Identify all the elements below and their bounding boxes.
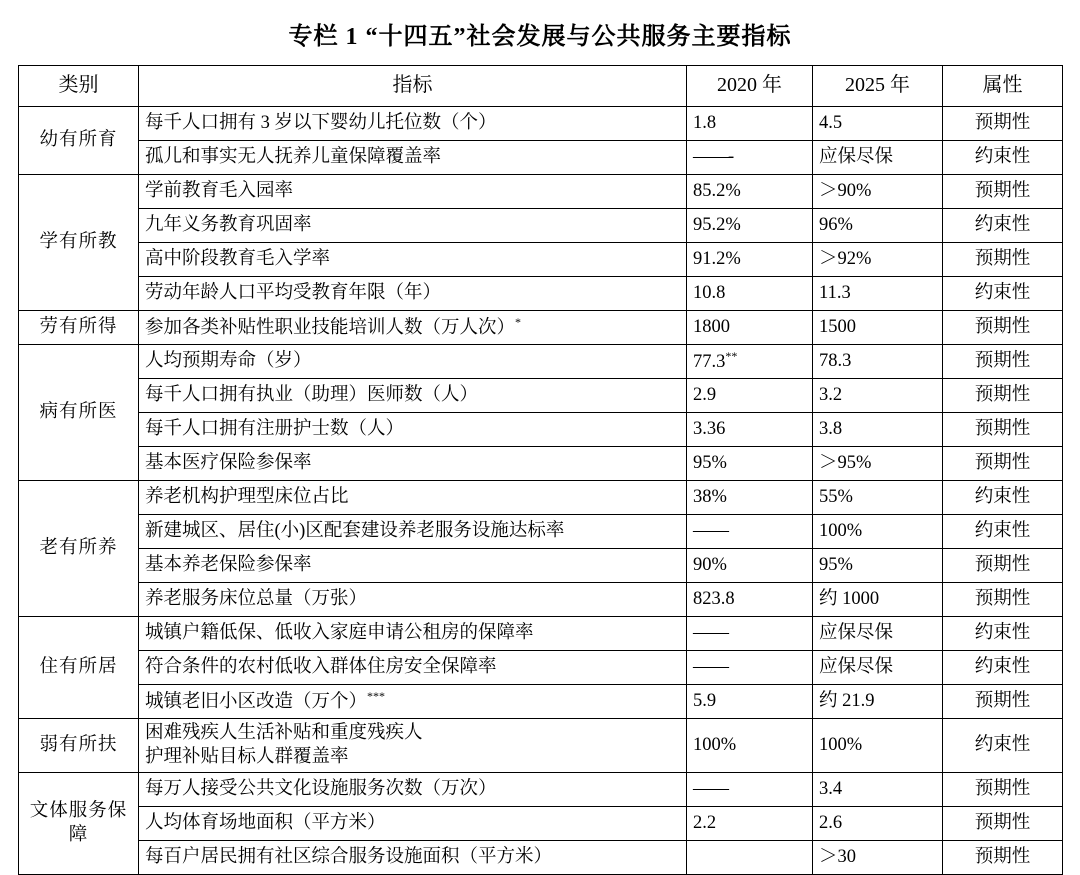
indicator-cell: 高中阶段教育毛入学率 <box>139 243 687 277</box>
indicator-cell: 养老机构护理型床位占比 <box>139 481 687 515</box>
indicator-footnote-marker: *** <box>367 688 386 703</box>
indicators-table <box>18 65 1063 875</box>
value-2020-cell: 3.36 <box>687 413 813 447</box>
indicator-cell: 符合条件的农村低收入群体住房安全保障率 <box>139 651 687 685</box>
table-row <box>19 277 1063 311</box>
value-2025-cell: 3.2 <box>813 379 943 413</box>
table-row <box>19 549 1063 583</box>
table-row <box>19 175 1063 209</box>
table-row <box>19 345 1063 379</box>
table-row <box>19 311 1063 345</box>
attribute-cell: 约束性 <box>943 209 1063 243</box>
value-2020-cell <box>687 841 813 875</box>
column-header-attribute: 属性 <box>943 66 1063 107</box>
indicator-cell: 每千人口拥有 3 岁以下婴幼儿托位数（个） <box>139 107 687 141</box>
value-2025-cell: 约 21.9 <box>813 685 943 719</box>
indicator-cell: 新建城区、居住(小)区配套建设养老服务设施达标率 <box>139 515 687 549</box>
indicator-cell: 人均体育场地面积（平方米） <box>139 807 687 841</box>
value-2025-cell: ＞95% <box>813 447 943 481</box>
value-2025-cell: 4.5 <box>813 107 943 141</box>
indicator-cell: 城镇老旧小区改造（万个）*** <box>139 685 687 719</box>
table-row <box>19 243 1063 277</box>
indicator-cell <box>139 719 687 773</box>
value-2025-cell: ＞90% <box>813 175 943 209</box>
attribute-cell: 约束性 <box>943 651 1063 685</box>
column-header-category: 类别 <box>19 66 139 107</box>
value-2025-cell: 2.6 <box>813 807 943 841</box>
value-2020-cell: —— <box>687 651 813 685</box>
indicator-line-1: 困难残疾人生活补贴和重度残疾人 <box>145 723 423 743</box>
attribute-cell: 预期性 <box>943 773 1063 807</box>
value-2025-cell: 应保尽保 <box>813 141 943 175</box>
category-cell: 住有所居 <box>19 617 139 719</box>
attribute-cell: 预期性 <box>943 413 1063 447</box>
value-2025-cell: 55% <box>813 481 943 515</box>
value-2020-cell: 95.2% <box>687 209 813 243</box>
value-2025-cell: 100% <box>813 719 943 773</box>
value-2020-cell: —— <box>687 617 813 651</box>
indicator-cell: 基本医疗保险参保率 <box>139 447 687 481</box>
table-row <box>19 685 1063 719</box>
indicator-cell: 每千人口拥有注册护士数（人） <box>139 413 687 447</box>
value-2020-cell: 38% <box>687 481 813 515</box>
value-2025-cell: 应保尽保 <box>813 651 943 685</box>
indicator-cell: 基本养老保险参保率 <box>139 549 687 583</box>
table-header <box>19 66 1063 107</box>
table-row <box>19 719 1063 773</box>
table-row <box>19 515 1063 549</box>
value-2020-cell: 1800 <box>687 311 813 345</box>
table-row <box>19 209 1063 243</box>
column-header-year-2020: 2020 年 <box>687 66 813 107</box>
table-header-row <box>19 66 1063 107</box>
value-2025-cell: ＞92% <box>813 243 943 277</box>
table-row <box>19 773 1063 807</box>
value-2020-cell: 85.2% <box>687 175 813 209</box>
table-row <box>19 841 1063 875</box>
attribute-cell: 预期性 <box>943 447 1063 481</box>
table-row <box>19 481 1063 515</box>
value-2020-cell: 1.8 <box>687 107 813 141</box>
value-2025-cell: 约 1000 <box>813 583 943 617</box>
indicator-cell: 每万人接受公共文化设施服务次数（万次） <box>139 773 687 807</box>
attribute-cell: 预期性 <box>943 243 1063 277</box>
value-2020-cell: 100% <box>687 719 813 773</box>
attribute-cell: 预期性 <box>943 549 1063 583</box>
category-cell: 学有所教 <box>19 175 139 311</box>
value-2020-cell: 91.2% <box>687 243 813 277</box>
value-2025-cell: 100% <box>813 515 943 549</box>
value-2025-cell: 95% <box>813 549 943 583</box>
category-cell: 弱有所扶 <box>19 719 139 773</box>
page-title: 专栏 1 “十四五”社会发展与公共服务主要指标 <box>288 24 792 50</box>
attribute-cell: 约束性 <box>943 719 1063 773</box>
indicator-cell: 养老服务床位总量（万张） <box>139 583 687 617</box>
attribute-cell: 约束性 <box>943 141 1063 175</box>
table-row <box>19 617 1063 651</box>
value-2020-cell: 90% <box>687 549 813 583</box>
value-2025-cell: 11.3 <box>813 277 943 311</box>
value-2020-cell: 2.2 <box>687 807 813 841</box>
value-2020-cell: 5.9 <box>687 685 813 719</box>
category-cell: 病有所医 <box>19 345 139 481</box>
indicator-cell: 每千人口拥有执业（助理）医师数（人） <box>139 379 687 413</box>
table-row <box>19 807 1063 841</box>
value-2025-cell: 应保尽保 <box>813 617 943 651</box>
indicator-line-2: 护理补贴目标人群覆盖率 <box>145 746 349 767</box>
category-cell: 老有所养 <box>19 481 139 617</box>
column-header-year-2025: 2025 年 <box>813 66 943 107</box>
attribute-cell: 预期性 <box>943 807 1063 841</box>
value-2020-cell: 10.8 <box>687 277 813 311</box>
value-2020-cell: 2.9 <box>687 379 813 413</box>
table-row <box>19 141 1063 175</box>
indicator-cell: 人均预期寿命（岁） <box>139 345 687 379</box>
attribute-cell: 预期性 <box>943 841 1063 875</box>
attribute-cell: 预期性 <box>943 379 1063 413</box>
attribute-cell: 预期性 <box>943 175 1063 209</box>
value-2020-cell: 77.3** <box>687 345 813 379</box>
attribute-cell: 约束性 <box>943 515 1063 549</box>
value-2020-cell: 95% <box>687 447 813 481</box>
indicator-cell: 参加各类补贴性职业技能培训人数（万人次）* <box>139 311 687 345</box>
table-row <box>19 447 1063 481</box>
indicator-cell: 城镇户籍低保、低收入家庭申请公租房的保障率 <box>139 617 687 651</box>
indicator-cell: 劳动年龄人口平均受教育年限（年） <box>139 277 687 311</box>
value-2025-cell: 78.3 <box>813 345 943 379</box>
table-row <box>19 651 1063 685</box>
attribute-cell: 预期性 <box>943 311 1063 345</box>
value-2020-cell: ——- <box>687 141 813 175</box>
category-cell: 劳有所得 <box>19 311 139 345</box>
indicator-footnote-marker: * <box>515 314 522 329</box>
attribute-cell: 约束性 <box>943 617 1063 651</box>
table-row <box>19 107 1063 141</box>
column-header-indicator: 指标 <box>139 66 687 107</box>
value-footnote-marker: ** <box>725 348 738 363</box>
attribute-cell: 约束性 <box>943 481 1063 515</box>
category-cell: 幼有所育 <box>19 107 139 175</box>
table-row <box>19 583 1063 617</box>
attribute-cell: 预期性 <box>943 107 1063 141</box>
value-2025-cell: ＞30 <box>813 841 943 875</box>
table-row <box>19 379 1063 413</box>
value-2020-cell: 823.8 <box>687 583 813 617</box>
attribute-cell: 预期性 <box>943 583 1063 617</box>
value-2020-cell: —— <box>687 773 813 807</box>
indicator-cell: 每百户居民拥有社区综合服务设施面积（平方米） <box>139 841 687 875</box>
value-2025-cell: 96% <box>813 209 943 243</box>
category-cell: 文体服务保障 <box>19 773 139 875</box>
attribute-cell: 预期性 <box>943 685 1063 719</box>
indicator-cell: 孤儿和事实无人抚养儿童保障覆盖率 <box>139 141 687 175</box>
table-row <box>19 413 1063 447</box>
attribute-cell: 预期性 <box>943 345 1063 379</box>
value-2025-cell: 3.4 <box>813 773 943 807</box>
attribute-cell: 约束性 <box>943 277 1063 311</box>
value-2020-cell: —— <box>687 515 813 549</box>
indicator-cell: 九年义务教育巩固率 <box>139 209 687 243</box>
value-2025-cell: 3.8 <box>813 413 943 447</box>
table-body <box>19 107 1063 875</box>
value-2025-cell: 1500 <box>813 311 943 345</box>
indicator-cell: 学前教育毛入园率 <box>139 175 687 209</box>
